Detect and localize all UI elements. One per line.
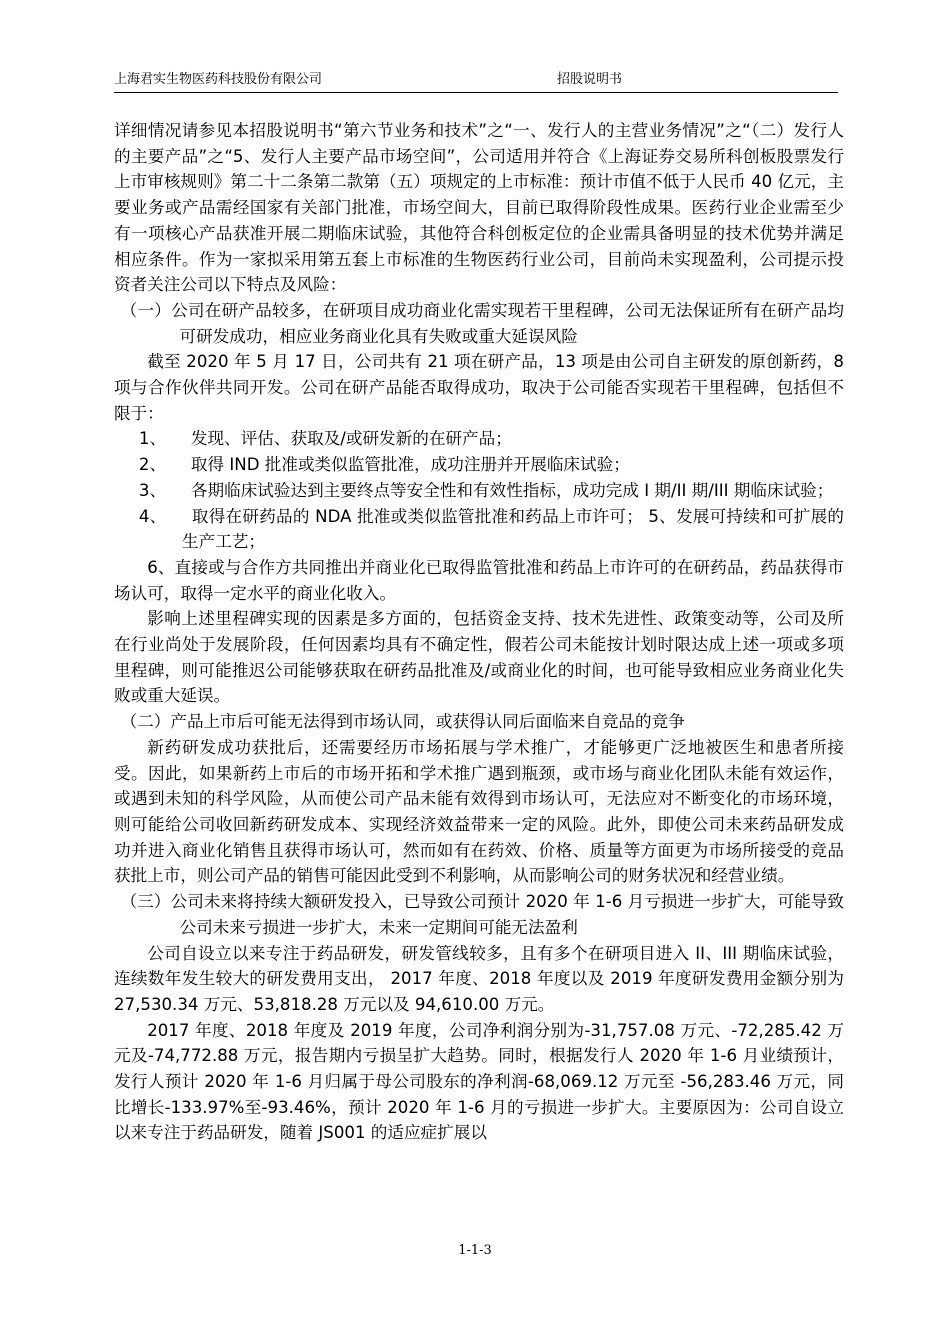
document-body	[114, 118, 844, 1146]
page-header	[114, 70, 838, 93]
page-number: 1-1-3	[458, 1243, 492, 1258]
header-document-title: 招股说明书	[557, 72, 623, 87]
list-item: 1、 发现、评估、获取及/或研发新的在研产品；	[138, 429, 512, 449]
body-paragraph: 截至 2020 年 5 月 17 日，公司共有 21 项在研产品，13 项是由公司自主研发的原创新药，8 项与合作伙伴共同开发。公司在研产品能否取得成功，取决于公司能否实现若干里程碑，包括但不限于：	[114, 352, 844, 423]
section-heading: （三）公司未来将持续大额研发投入，已导致公司预计 2020 年 1-6 月亏损进一步扩大，可能导致公司未来亏损进一步扩大，未来一定期间可能无法盈利	[120, 892, 844, 937]
section-heading: （二）产品上市后可能无法得到市场认同，或获得认同后面临来自竞品的竞争	[120, 712, 685, 732]
body-paragraph: 2017 年度、2018 年度及 2019 年度，公司净利润分别为-31,757.08 万元、-72,285.42 万元及-74,772.88 万元，报告期内亏损呈扩大趋势。同时，根据发行人 2020 年 1-6 月业绩预计，发行人预计 2020 年 1-6 月归属于母公司股东的净利润-68,069.12 万元至 -56,283.46 万元，同比增长-133.97%至-93.46%，预计 2020 年 1-6 月的亏损进一步扩大。主要原因为：公司自设立以来专注于药品研发，随着 JS001 的适应症扩展以	[114, 1020, 844, 1143]
list-item: 4、 取得在研药品的 NDA 批准或类似监管批准和药品上市许可； 5、发展可持续和可扩展的生产工艺；	[138, 506, 844, 552]
body-paragraph: 详细情况请参见本招股说明书“第六节业务和技术”之“一、发行人的主营业务情况”之“（二）发行人的主要产品”之“5、发行人主要产品市场空间”，公司适用并符合《上海证券交易所科创板股票发行上市审核规则》第二十二条第二款第（五）项规定的上市标准：预计市值不低于人民币 40 亿元，主要业务或产品需经国家有关部门批准，市场空间大，目前已取得阶段性成果。医药行业企业需至少有一项核心产品获准开展二期临床试验，其他符合科创板定位的企业需具备明显的技术优势并满足相应条件。作为一家拟采用第五套上市标准的生物医药行业公司，目前尚未实现盈利，公司提示投资者关注公司以下特点及风险：	[114, 121, 844, 295]
header-company-name: 上海君实生物医药科技股份有限公司	[114, 72, 323, 87]
body-paragraph: 影响上述里程碑实现的因素是多方面的，包括资金支持、技术先进性、政策变动等，公司及所在行业尚处于发展阶段，任何因素均具有不确定性，假若公司未能按计划时限达成上述一项或多项里程碑，则可能推迟公司能够获取在研药品批准及/或商业化的时间，也可能导致相应业务商业化失败或重大延误。	[114, 609, 844, 706]
body-paragraph: 公司自设立以来专注于药品研发，研发管线较多，且有多个在研项目进入 II、III 期临床试验，连续数年发生较大的研发费用支出， 2017 年度、2018 年度以及 2019 年度研发费用金额分别为 27,530.34 万元、53,818.28 万元以及 94,610.00 万元。	[114, 943, 844, 1014]
body-paragraph: 新药研发成功获批后，还需要经历市场拓展与学术推广，才能够更广泛地被医生和患者所接受。因此，如果新药上市后的市场开拓和学术推广遇到瓶颈，或市场与商业化团队未能有效运作，或遇到未知的科学风险，从而使公司产品未能有效得到市场认可，无法应对不断变化的市场环境，则可能给公司收回新药研发成本、实现经济效益带来一定的风险。此外，即使公司未来药品研发成功并进入商业化销售且获得市场认可，然而如有在药效、价格、质量等方面更为市场所接受的竞品获批上市，则公司产品的销售可能因此受到不利影响，从而影响公司的财务状况和经营业绩。	[114, 737, 844, 886]
list-item: 3、 各期临床试验达到主要终点等安全性和有效性指标，成功完成 I 期/II 期/III 期临床试验；	[138, 480, 834, 500]
body-paragraph: 6、直接或与合作方共同推出并商业化已取得监管批准和药品上市许可的在研药品，药品获得市场认可，取得一定水平的商业化收入。	[114, 557, 844, 603]
list-item: 2、 取得 IND 批准或类似监管批准，成功注册并开展临床试验；	[138, 455, 630, 475]
section-heading: （一）公司在研产品较多，在研项目成功商业化需实现若干里程碑，公司无法保证所有在研产品均可研发成功，相应业务商业化具有失败或重大延误风险	[120, 300, 844, 346]
